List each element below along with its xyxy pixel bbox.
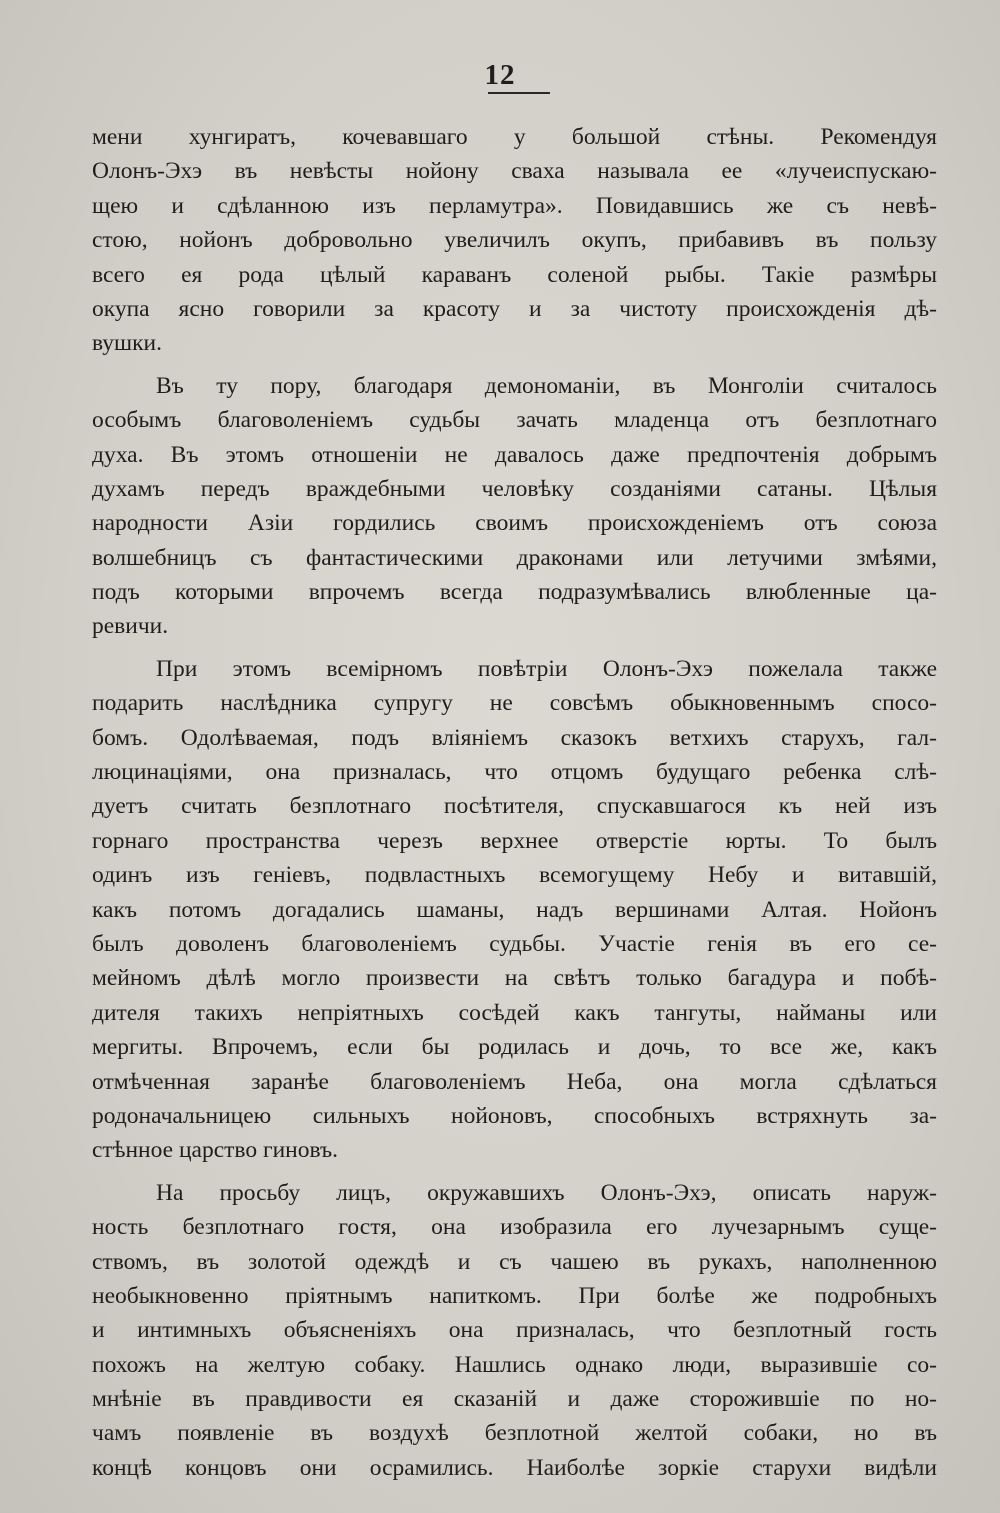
paragraph — [92, 652, 937, 1168]
text-line: окупа ясно говорили за красоту и за чистоту происхожденія дѣ- — [92, 295, 937, 322]
text-line: подъ которыми впрочемъ всегда подразумѣвались влюбленные ца- — [92, 579, 937, 606]
text-line: духамъ передъ враждебными человѣку созданіями сатаны. Цѣлыя — [92, 475, 937, 502]
paragraph-gap — [92, 361, 937, 369]
text-line: дуетъ считать безплотнаго посѣтителя, спускавшагося къ ней изъ — [92, 793, 937, 820]
text-line: Въ ту пору, благодаря демономаніи, въ Монголіи считалось — [156, 372, 937, 399]
text-line: родоначальницею сильныхъ нойоновъ, способныхъ встряхнуть за- — [92, 1102, 937, 1129]
text-line: подарить наслѣдника супругу не совсѣмъ обыкновеннымъ спосо- — [92, 690, 937, 717]
text-line: На просьбу лицъ, окружавшихъ Олонъ-Эхэ, описать наруж- — [156, 1179, 937, 1206]
text-line: отмѣченная заранѣе благоволеніемъ Неба, она могла сдѣлаться — [92, 1068, 937, 1095]
text-line: Олонъ-Эхэ въ невѣсты нойону сваха называла ее «лучеиспускаю- — [92, 158, 937, 185]
text-line: вушки. — [92, 330, 163, 357]
text-line: стѣнное царство гиновъ. — [92, 1137, 339, 1164]
text-line: ность безплотнаго гостя, она изобразила его лучезарнымъ суще- — [92, 1214, 937, 1241]
text-line: люцинаціями, она призналась, что отцомъ будущаго ребенка слѣ- — [92, 759, 937, 786]
paragraph-gap — [92, 644, 937, 652]
text-line: При этомъ всемірномъ повѣтріи Олонъ-Эхэ пожелала также — [156, 655, 937, 682]
page-number-rule — [488, 92, 550, 94]
paragraph — [92, 1176, 937, 1486]
text-line: мени хунгиратъ, кочевавшаго у большой стѣны. Рекомендуя — [92, 124, 937, 150]
text-line: и интимныхъ объясненіяхъ она призналась, что безплотный гость — [92, 1317, 937, 1344]
text-line: похожъ на желтую собаку. Нашлись однако люди, выразившіе со- — [92, 1351, 937, 1378]
text-line: бомъ. Одолѣваемая, подъ вліяніемъ сказокъ ветхихъ старухъ, гал- — [92, 724, 937, 751]
text-line: духа. Въ этомъ отношеніи не давалось даже предпочтенія добрымъ — [92, 441, 937, 468]
body-text — [92, 120, 937, 1485]
page-number: 12 — [484, 59, 516, 91]
text-line: горнаго пространства черезъ верхнее отверстіе юрты. То былъ — [92, 827, 937, 854]
text-line: мейномъ дѣлѣ могло произвести на свѣтъ только багадура и побѣ- — [92, 965, 937, 992]
text-line: всего ея рода цѣлый караванъ соленой рыбы. Такіе размѣры — [92, 261, 937, 288]
text-line: волшебницъ съ фантастическими драконами или летучими змѣями, — [92, 544, 937, 571]
paragraph — [92, 120, 937, 361]
text-line: дителя такихъ непріятныхъ сосѣдей какъ тангуты, найманы или — [92, 999, 937, 1026]
text-line: былъ доволенъ благоволеніемъ судьбы. Участіе генія въ его се- — [92, 930, 937, 957]
text-line: чамъ появленіе въ воздухѣ безплотной желтой собаки, но въ — [92, 1420, 937, 1447]
text-line: какъ потомъ догадались шаманы, надъ вершинами Алтая. Нойонъ — [92, 896, 937, 923]
text-line: ствомъ, въ золотой одеждѣ и съ чашею въ рукахъ, наполненною — [92, 1248, 937, 1275]
text-line: концѣ концовъ они осрамились. Наиболѣе зоркіе старухи видѣли — [92, 1454, 937, 1481]
text-line: мергиты. Впрочемъ, если бы родилась и дочь, то все же, какъ — [92, 1034, 937, 1061]
text-line: необыкновенно пріятнымъ напиткомъ. При болѣе же подробныхъ — [92, 1282, 937, 1309]
text-line: стою, нойонъ добровольно увеличилъ окупъ, прибавивъ въ пользу — [92, 227, 937, 254]
paragraph-gap — [92, 1168, 937, 1176]
paragraph — [92, 369, 937, 644]
text-line: народности Азіи гордились своимъ происхожденіемъ отъ союза — [92, 510, 937, 537]
text-line: мнѣніе въ правдивости ея сказаній и даже сторожившіе по но- — [92, 1386, 937, 1413]
text-line: ревичи. — [92, 613, 169, 640]
text-line: одинъ изъ геніевъ, подвластныхъ всемогущему Небу и витавшій, — [92, 862, 937, 889]
text-line: особымъ благоволеніемъ судьбы зачать младенца отъ безплотнаго — [92, 407, 937, 434]
text-line: щею и сдѣланною изъ перламутра». Повидавшись же съ невѣ- — [92, 192, 937, 219]
